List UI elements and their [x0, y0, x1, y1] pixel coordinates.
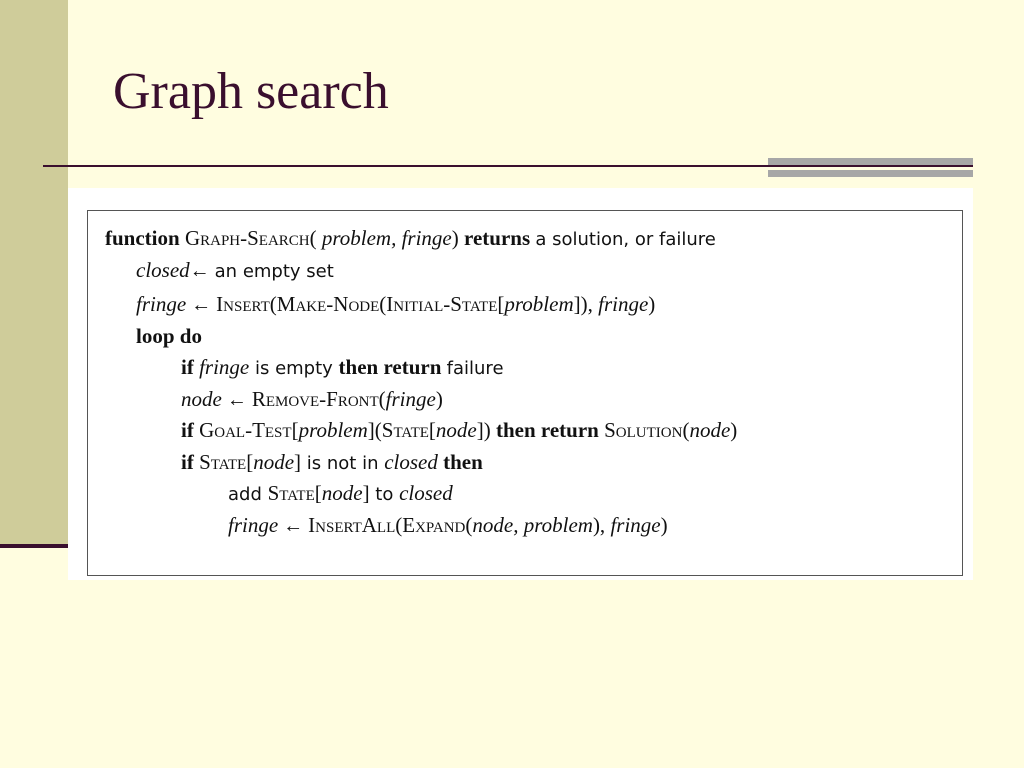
pseudocode-token: closed: [136, 258, 190, 282]
pseudocode-token: if: [181, 418, 200, 442]
pseudocode-token: ]: [362, 481, 370, 505]
pseudocode-token: function: [105, 226, 185, 250]
pseudocode-token: Goal-Test: [199, 418, 292, 442]
pseudocode-token: ←: [189, 260, 215, 282]
pseudocode-line: [105, 228, 716, 249]
pseudocode-token: returns: [464, 226, 536, 250]
pseudocode-token: problem: [504, 292, 574, 316]
pseudocode-token: node: [435, 418, 477, 442]
pseudocode-token: [: [428, 418, 436, 442]
slide-title: Graph search: [113, 63, 389, 120]
pseudocode-token: [: [497, 292, 505, 316]
pseudocode-token: (: [465, 513, 473, 537]
pseudocode-token: if: [181, 450, 200, 474]
title-divider: [43, 165, 973, 167]
algorithm-panel: [68, 188, 973, 580]
pseudocode-token: closed: [399, 481, 453, 505]
pseudocode-token: loop do: [136, 324, 202, 348]
pseudocode-token: ]),: [573, 292, 599, 316]
pseudocode-token: fringe: [385, 387, 436, 411]
pseudocode-token: fringe: [610, 513, 661, 537]
pseudocode-token: ]): [476, 418, 496, 442]
pseudocode-token: ←: [186, 294, 217, 316]
pseudocode-token: ): [730, 418, 738, 442]
pseudocode-token: Graph-Search: [184, 226, 310, 250]
pseudocode-line: [228, 483, 453, 504]
pseudocode-token: ): [451, 226, 465, 250]
pseudocode-token: (: [378, 387, 386, 411]
pseudocode-token: problem: [298, 418, 368, 442]
pseudocode-token: node: [689, 418, 731, 442]
pseudocode-token: Remove-Front: [251, 387, 379, 411]
pseudocode-token: ): [435, 387, 443, 411]
pseudocode-token: (: [269, 292, 277, 316]
pseudocode-token: ): [660, 513, 668, 537]
pseudocode-token: failure: [446, 358, 504, 379]
pseudocode-token: is not in: [301, 453, 385, 474]
pseudocode-token: Initial-State: [386, 292, 498, 316]
pseudocode-line: [136, 326, 202, 347]
title-divider-accent-top: [768, 158, 973, 165]
pseudocode-token: problem, fringe: [321, 226, 452, 250]
pseudocode-token: (: [309, 226, 322, 250]
pseudocode-token: Make-Node: [276, 292, 380, 316]
pseudocode-line: [181, 420, 737, 441]
pseudocode-token: closed: [384, 450, 438, 474]
pseudocode-token: Insert: [216, 292, 270, 316]
pseudocode-token: fringe: [228, 513, 279, 537]
pseudocode-token: (: [379, 292, 387, 316]
left-accent-line: [0, 544, 70, 548]
pseudocode-token: (: [395, 513, 403, 537]
pseudocode-token: fringe: [199, 355, 250, 379]
left-accent-band: [0, 0, 68, 546]
pseudocode-token: [: [291, 418, 299, 442]
pseudocode-token: then: [437, 450, 483, 474]
pseudocode-token: an empty set: [214, 261, 334, 282]
pseudocode-token: State: [199, 450, 247, 474]
pseudocode-token: (: [682, 418, 690, 442]
pseudocode-token: is empty: [249, 358, 339, 379]
pseudocode-token: add: [228, 484, 268, 505]
pseudocode-token: node: [253, 450, 295, 474]
pseudocode-token: ),: [592, 513, 611, 537]
pseudocode-token: State: [267, 481, 315, 505]
pseudocode-token: ←: [221, 389, 252, 411]
pseudocode-token: fringe: [136, 292, 187, 316]
pseudocode-token: [: [314, 481, 322, 505]
pseudocode-line: [181, 357, 504, 378]
pseudocode-token: fringe: [598, 292, 649, 316]
pseudocode-token: State: [381, 418, 429, 442]
pseudocode-line: [136, 294, 655, 315]
pseudocode-token: InsertAll: [308, 513, 396, 537]
pseudocode-token: ←: [278, 515, 309, 537]
pseudocode-token: then return: [338, 355, 447, 379]
pseudocode-token: Solution: [604, 418, 683, 442]
pseudocode-token: [: [246, 450, 254, 474]
pseudocode-token: Expand: [402, 513, 466, 537]
pseudocode-box: [87, 210, 963, 576]
pseudocode-token: then return: [496, 418, 605, 442]
pseudocode-line: [181, 389, 443, 410]
pseudocode-token: if: [181, 355, 200, 379]
pseudocode-line: [181, 452, 483, 473]
pseudocode-token: node: [321, 481, 363, 505]
pseudocode-token: node, problem: [472, 513, 593, 537]
pseudocode-token: ](: [367, 418, 382, 442]
pseudocode-token: ): [648, 292, 656, 316]
pseudocode-line: [228, 515, 668, 536]
pseudocode-token: ]: [294, 450, 302, 474]
title-divider-accent-bottom: [768, 170, 973, 177]
pseudocode-line: [136, 260, 334, 281]
pseudocode-token: a solution, or failure: [535, 229, 716, 250]
pseudocode-token: node: [181, 387, 222, 411]
pseudocode-token: to: [369, 484, 400, 505]
